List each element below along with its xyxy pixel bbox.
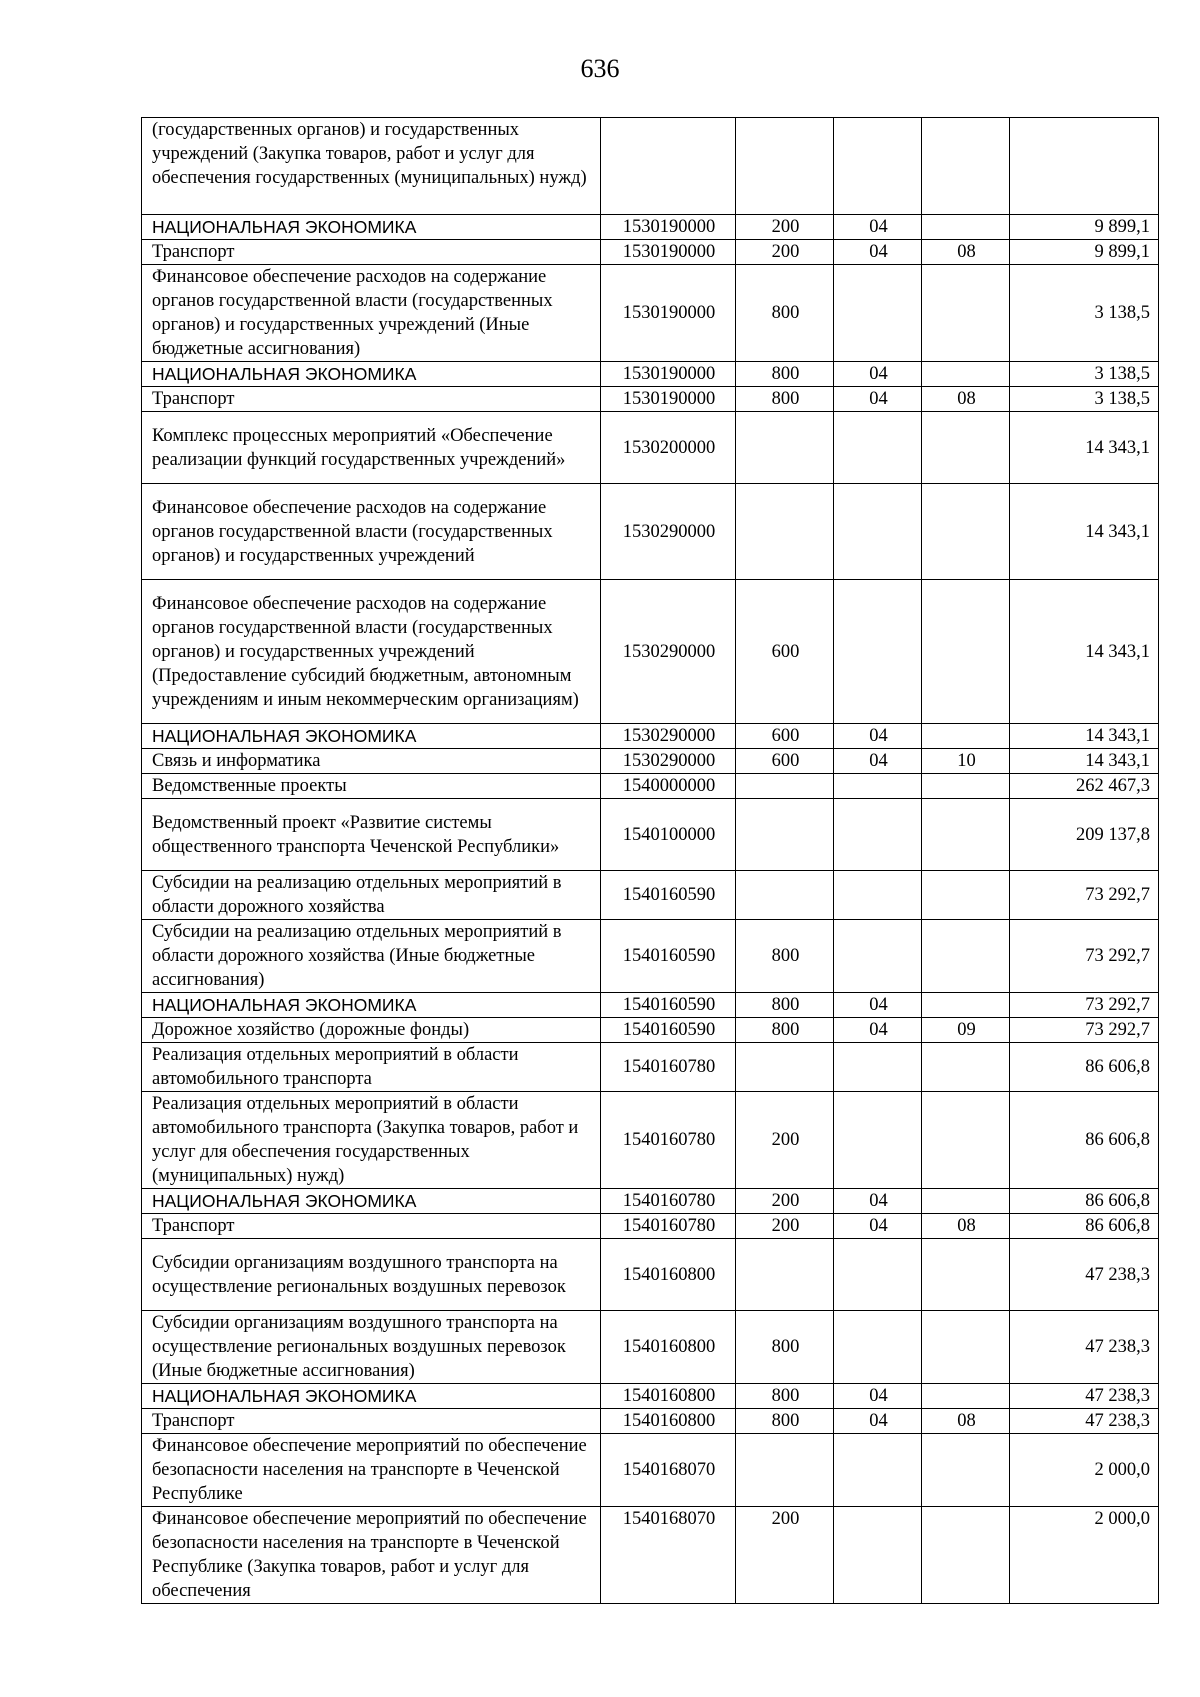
row-code: 1540160800 [601,1409,736,1434]
row-pr [922,1189,1010,1214]
row-name: Связь и информатика [142,749,601,774]
row-code: 1540100000 [601,799,736,871]
row-pr [922,412,1010,484]
row-pr [922,215,1010,240]
row-rz [834,799,922,871]
row-name: Транспорт [142,240,601,265]
row-name: Транспорт [142,387,601,412]
row-sum: 2 000,0 [1010,1507,1159,1604]
row-code: 1540160590 [601,1018,736,1043]
row-pr: 09 [922,1018,1010,1043]
row-code: 1540168070 [601,1434,736,1507]
row-name: Реализация отдельных мероприятий в области автомобильного транспорта [142,1043,601,1092]
table-row [142,920,1159,993]
row-sum: 9 899,1 [1010,215,1159,240]
row-sum: 14 343,1 [1010,484,1159,580]
row-sum: 86 606,8 [1010,1214,1159,1239]
row-rz [834,1311,922,1384]
budget-table [141,117,1159,1604]
row-code: 1530200000 [601,412,736,484]
row-rz [834,412,922,484]
row-sum: 14 343,1 [1010,580,1159,724]
row-rz: 04 [834,1409,922,1434]
row-vr [736,1043,834,1092]
row-pr: 08 [922,1409,1010,1434]
table-row [142,484,1159,580]
row-code: 1530190000 [601,240,736,265]
row-vr: 800 [736,265,834,362]
table-row [142,1018,1159,1043]
row-sum: 3 138,5 [1010,265,1159,362]
row-name: НАЦИОНАЛЬНАЯ ЭКОНОМИКА [142,724,601,749]
row-vr: 600 [736,724,834,749]
row-code: 1530190000 [601,387,736,412]
row-name: Субсидии на реализацию отдельных мероприятий в области дорожного хозяйства [142,871,601,920]
row-sum: 73 292,7 [1010,920,1159,993]
row-pr [922,118,1010,215]
row-code: 1530290000 [601,484,736,580]
row-sum: 209 137,8 [1010,799,1159,871]
table-row [142,1409,1159,1434]
table-row [142,871,1159,920]
row-code: 1540160780 [601,1092,736,1189]
row-name: Транспорт [142,1214,601,1239]
row-vr: 600 [736,580,834,724]
table-row [142,724,1159,749]
row-pr [922,1311,1010,1384]
row-code: 1540000000 [601,774,736,799]
row-sum: 3 138,5 [1010,387,1159,412]
row-rz: 04 [834,215,922,240]
row-name: НАЦИОНАЛЬНАЯ ЭКОНОМИКА [142,993,601,1018]
table-row [142,1092,1159,1189]
row-name: Финансовое обеспечение расходов на содержание органов государственной власти (государственных органов) и государственных учреждений (Иные бюджетные ассигнования) [142,265,601,362]
row-rz: 04 [834,1214,922,1239]
row-sum: 9 899,1 [1010,240,1159,265]
table-row [142,412,1159,484]
table-row [142,774,1159,799]
row-pr: 08 [922,1214,1010,1239]
row-sum: 2 000,0 [1010,1434,1159,1507]
row-code: 1540160780 [601,1214,736,1239]
row-pr [922,1043,1010,1092]
row-code: 1530190000 [601,362,736,387]
row-vr [736,412,834,484]
row-vr [736,118,834,215]
row-vr: 800 [736,387,834,412]
row-name: Комплекс процессных мероприятий «Обеспечение реализации функций государственных учреждений» [142,412,601,484]
row-vr: 600 [736,749,834,774]
row-vr [736,1434,834,1507]
row-sum: 47 238,3 [1010,1239,1159,1311]
row-code: 1540160800 [601,1311,736,1384]
row-vr: 800 [736,1018,834,1043]
row-name: Транспорт [142,1409,601,1434]
row-pr [922,993,1010,1018]
page-number: 636 [580,54,620,83]
table-row [142,240,1159,265]
row-sum: 3 138,5 [1010,362,1159,387]
table-row [142,387,1159,412]
row-rz [834,871,922,920]
row-sum: 86 606,8 [1010,1189,1159,1214]
row-pr: 08 [922,240,1010,265]
row-vr: 200 [736,240,834,265]
row-code: 1540160590 [601,920,736,993]
row-pr [922,774,1010,799]
row-name: Дорожное хозяйство (дорожные фонды) [142,1018,601,1043]
row-rz [834,1239,922,1311]
table-row [142,1311,1159,1384]
row-sum: 73 292,7 [1010,993,1159,1018]
row-rz [834,1043,922,1092]
row-name: Ведомственный проект «Развитие системы общественного транспорта Чеченской Республики» [142,799,601,871]
table-row [142,1434,1159,1507]
row-code: 1540160800 [601,1384,736,1409]
row-name: Субсидии организациям воздушного транспорта на осуществление региональных воздушных перевозок [142,1239,601,1311]
table-row [142,265,1159,362]
row-vr [736,1239,834,1311]
table-row [142,1214,1159,1239]
row-pr [922,362,1010,387]
row-pr [922,1507,1010,1604]
table-row [142,993,1159,1018]
row-pr [922,484,1010,580]
row-rz: 04 [834,362,922,387]
row-code: 1540160800 [601,1239,736,1311]
row-rz: 04 [834,724,922,749]
row-code: 1530190000 [601,265,736,362]
row-code [601,118,736,215]
row-rz: 04 [834,240,922,265]
row-name: Ведомственные проекты [142,774,601,799]
row-sum: 14 343,1 [1010,412,1159,484]
row-code: 1540168070 [601,1507,736,1604]
row-pr [922,799,1010,871]
row-vr: 800 [736,1384,834,1409]
row-rz: 04 [834,1189,922,1214]
table-row [142,118,1159,215]
row-sum: 47 238,3 [1010,1409,1159,1434]
row-pr [922,1092,1010,1189]
row-rz [834,920,922,993]
row-vr: 800 [736,1409,834,1434]
row-rz: 04 [834,1018,922,1043]
row-code: 1540160780 [601,1189,736,1214]
row-name: Субсидии на реализацию отдельных мероприятий в области дорожного хозяйства (Иные бюджетные ассигнования) [142,920,601,993]
row-vr [736,484,834,580]
row-vr [736,774,834,799]
row-rz [834,1507,922,1604]
row-code: 1540160780 [601,1043,736,1092]
row-vr: 200 [736,215,834,240]
row-pr [922,580,1010,724]
row-rz [834,580,922,724]
row-code: 1530190000 [601,215,736,240]
row-sum: 262 467,3 [1010,774,1159,799]
row-vr: 800 [736,1311,834,1384]
row-name: Финансовое обеспечение расходов на содержание органов государственной власти (государственных органов) и государственных учреждений (Предоставление субсидий бюджетным, автономным учреждениям и иным некоммерческим организациям) [142,580,601,724]
row-sum: 14 343,1 [1010,724,1159,749]
row-vr: 200 [736,1507,834,1604]
row-rz [834,774,922,799]
row-sum: 73 292,7 [1010,871,1159,920]
budget-table-body [142,118,1159,1604]
table-row [142,362,1159,387]
table-row [142,580,1159,724]
row-vr [736,799,834,871]
row-code: 1540160590 [601,871,736,920]
row-rz [834,265,922,362]
row-pr [922,1384,1010,1409]
row-name: Финансовое обеспечение мероприятий по обеспечение безопасности населения на транспорте в Чеченской Республике [142,1434,601,1507]
row-pr: 08 [922,387,1010,412]
row-pr [922,1239,1010,1311]
table-row [142,1189,1159,1214]
row-pr [922,724,1010,749]
row-pr [922,265,1010,362]
row-rz: 04 [834,387,922,412]
row-rz: 04 [834,749,922,774]
row-code: 1530290000 [601,724,736,749]
row-name: НАЦИОНАЛЬНАЯ ЭКОНОМИКА [142,362,601,387]
row-name: НАЦИОНАЛЬНАЯ ЭКОНОМИКА [142,1189,601,1214]
table-row [142,799,1159,871]
row-name: Финансовое обеспечение мероприятий по обеспечение безопасности населения на транспорте в Чеченской Республике (Закупка товаров, работ и услуг для обеспечения [142,1507,601,1604]
row-vr: 800 [736,362,834,387]
row-sum: 14 343,1 [1010,749,1159,774]
row-name: НАЦИОНАЛЬНАЯ ЭКОНОМИКА [142,1384,601,1409]
row-pr [922,920,1010,993]
row-vr: 200 [736,1189,834,1214]
row-sum: 73 292,7 [1010,1018,1159,1043]
row-vr: 800 [736,920,834,993]
row-vr: 200 [736,1092,834,1189]
row-sum: 86 606,8 [1010,1043,1159,1092]
row-rz [834,484,922,580]
row-vr: 800 [736,993,834,1018]
table-row [142,1043,1159,1092]
table-row [142,749,1159,774]
row-sum [1010,118,1159,215]
row-pr [922,871,1010,920]
row-sum: 86 606,8 [1010,1092,1159,1189]
table-row [142,1239,1159,1311]
table-row [142,215,1159,240]
row-name: НАЦИОНАЛЬНАЯ ЭКОНОМИКА [142,215,601,240]
row-sum: 47 238,3 [1010,1384,1159,1409]
row-name: (государственных органов) и государственных учреждений (Закупка товаров, работ и услуг для обеспечения государственных (муниципальных) нужд) [142,118,601,215]
row-rz [834,118,922,215]
row-rz [834,1092,922,1189]
row-name: Субсидии организациям воздушного транспорта на осуществление региональных воздушных перевозок (Иные бюджетные ассигнования) [142,1311,601,1384]
row-vr: 200 [736,1214,834,1239]
row-code: 1540160590 [601,993,736,1018]
row-code: 1530290000 [601,580,736,724]
row-sum: 47 238,3 [1010,1311,1159,1384]
row-name: Реализация отдельных мероприятий в области автомобильного транспорта (Закупка товаров, работ и услуг для обеспечения государственных (муниципальных) нужд) [142,1092,601,1189]
row-vr [736,871,834,920]
row-pr: 10 [922,749,1010,774]
table-row [142,1384,1159,1409]
row-rz: 04 [834,993,922,1018]
row-rz [834,1434,922,1507]
row-rz: 04 [834,1384,922,1409]
row-pr [922,1434,1010,1507]
row-name: Финансовое обеспечение расходов на содержание органов государственной власти (государственных органов) и государственных учреждений [142,484,601,580]
table-row [142,1507,1159,1604]
row-code: 1530290000 [601,749,736,774]
